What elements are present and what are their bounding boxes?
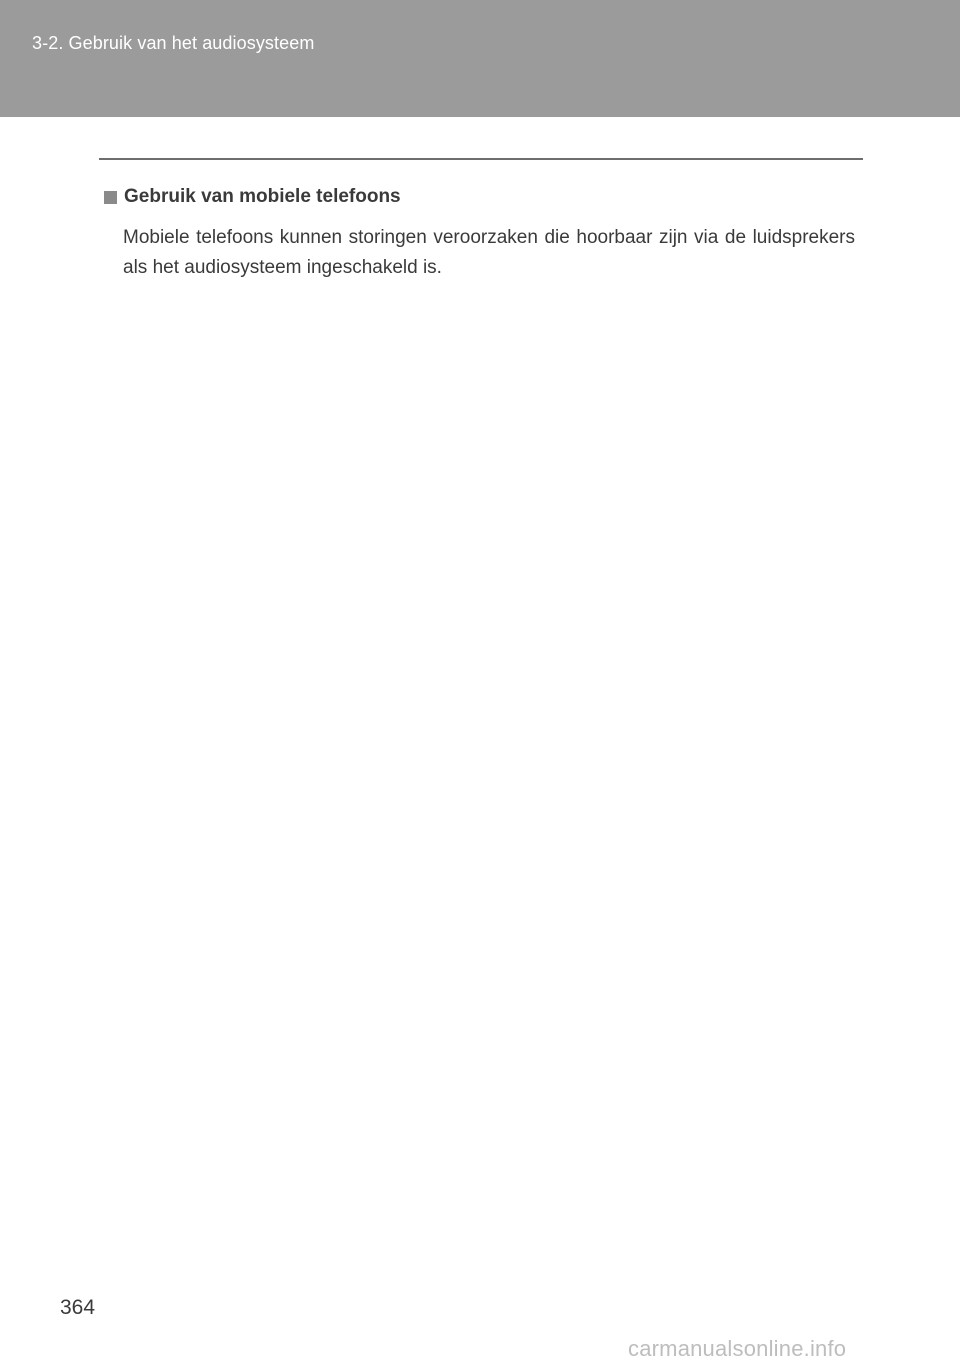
subheading (104, 186, 401, 208)
square-bullet-icon (104, 191, 117, 204)
subheading-text: Gebruik van mobiele telefoons (124, 186, 401, 207)
watermark: carmanualsonline.info (628, 1336, 847, 1361)
page-number: 364 (60, 1296, 96, 1319)
horizontal-rule (99, 158, 863, 160)
header-band (0, 0, 960, 117)
section-title: 3-2. Gebruik van het audiosysteem (32, 33, 315, 53)
body-paragraph: Mobiele telefoons kunnen storingen veroorzaken die hoorbaar zijn via de luidsprekers als het audiosysteem ingeschakeld is. (123, 227, 855, 278)
